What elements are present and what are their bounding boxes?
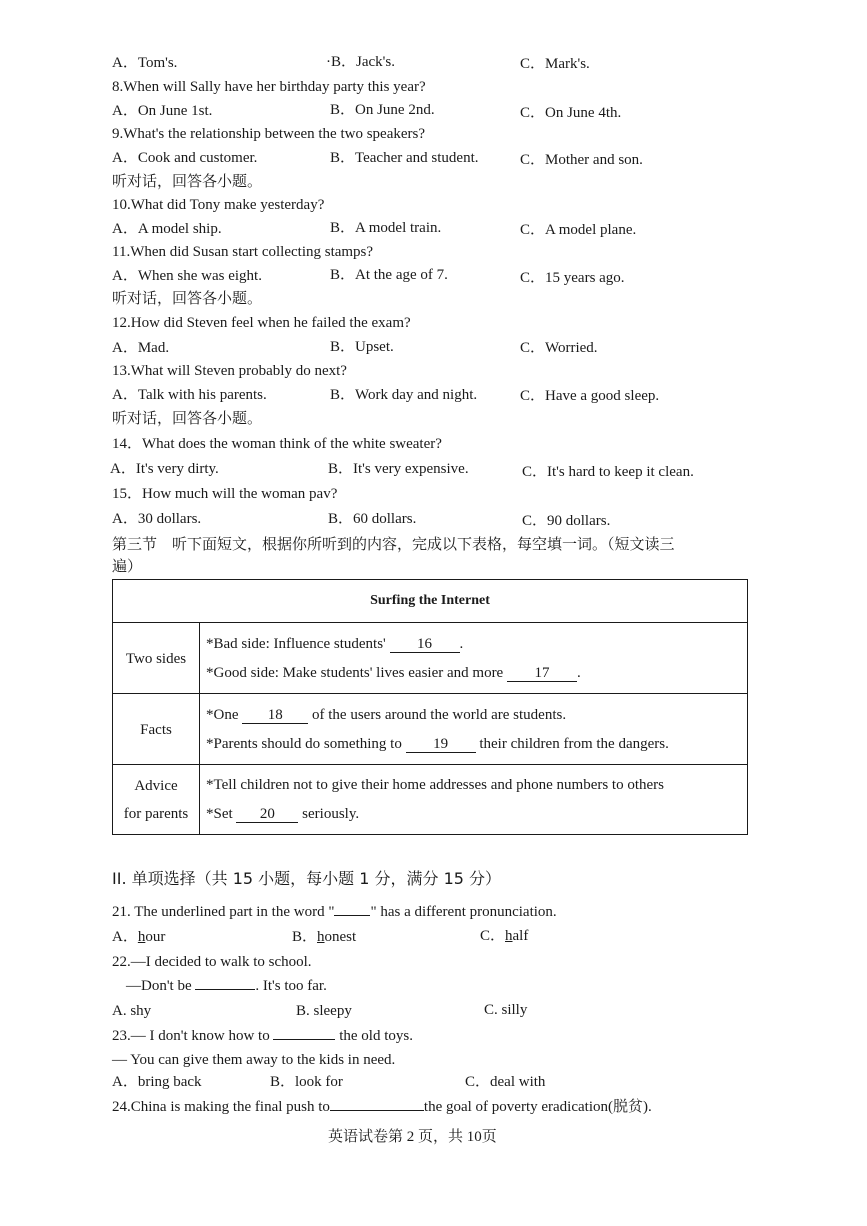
listening-instruction: 听对话，回答各小题。 xyxy=(112,291,263,307)
q23-option-a: A．bring back xyxy=(112,1074,202,1090)
q21-option-b: B．honest xyxy=(292,929,357,945)
q11-option-b: B．At the age of 7. xyxy=(330,267,448,283)
row-line: *Good side: Make students' lives easier and more 17 . xyxy=(206,664,581,681)
answer-blank xyxy=(273,1039,335,1040)
row-line: *One 18 of the users around the world are students. xyxy=(206,706,567,723)
q14-stem: 14．What does the woman think of the white sweater? xyxy=(112,436,442,452)
q14-option-b: B．It's very expensive. xyxy=(328,461,469,477)
table-row xyxy=(113,693,747,765)
q8-stem: 8.When will Sally have her birthday party this year? xyxy=(112,79,426,95)
answer-blank xyxy=(334,915,370,916)
row-label: Facts xyxy=(113,694,200,765)
q9-option-a: A．Cook and customer. xyxy=(112,150,258,166)
q10-stem: 10.What did Tony make yesterday? xyxy=(112,197,325,213)
q7-option-b: ·B．Jack's. xyxy=(326,54,395,70)
q23-option-c: C．deal with xyxy=(465,1074,546,1090)
row-line: *Tell children not to give their home addresses and phone numbers to others xyxy=(206,776,665,793)
q15-option-c: C．90 dollars. xyxy=(522,513,611,529)
q11-option-a: A．When she was eight. xyxy=(112,268,262,284)
q22-reply: —Don't be . It's too far. xyxy=(126,978,327,994)
q8-option-a: A．On June 1st. xyxy=(112,103,213,119)
answer-blank: 18 xyxy=(242,707,308,724)
row-label: Advice for parents xyxy=(113,765,200,834)
q15-stem: 15．How much will the woman pav? xyxy=(112,486,338,502)
section3-instruction-cont: 遍） xyxy=(112,559,143,575)
table-row xyxy=(113,764,747,834)
q11-option-c: C．15 years ago. xyxy=(520,270,625,286)
surfing-internet-table xyxy=(112,579,748,835)
q12-option-c: C．Worried. xyxy=(520,340,598,356)
answer-blank xyxy=(330,1110,424,1111)
q10-option-c: C．A model plane. xyxy=(520,222,637,238)
q10-option-a: A．A model ship. xyxy=(112,221,222,237)
row-content xyxy=(206,765,743,834)
q15-option-b: B．60 dollars. xyxy=(328,511,417,527)
section3-instruction: 第三节 听下面短文，根据你所听到的内容，完成以下表格，每空填一词。（短文读三 xyxy=(112,537,675,553)
q9-stem: 9.What's the relationship between the two speakers? xyxy=(112,126,426,142)
row-content xyxy=(206,694,743,765)
q22-stem: 22.—I decided to walk to school. xyxy=(112,954,312,970)
q12-option-a: A．Mad. xyxy=(112,340,170,356)
row-content xyxy=(206,623,743,694)
q22-option-c: C. silly xyxy=(484,1002,528,1018)
q7-option-a: A．Tom's. xyxy=(112,55,178,71)
q22-option-b: B. sleepy xyxy=(296,1003,352,1019)
answer-blank: 19 xyxy=(406,736,476,753)
listening-instruction: 听对话，回答各小题。 xyxy=(112,411,263,427)
q10-option-b: B．A model train. xyxy=(330,220,442,236)
q12-option-b: B．Upset. xyxy=(330,339,394,355)
answer-blank xyxy=(195,989,255,990)
q14-option-a: A．It's very dirty. xyxy=(110,461,219,477)
q13-option-c: C．Have a good sleep. xyxy=(520,388,660,404)
q23-option-b: B．look for xyxy=(270,1074,343,1090)
row-line: *Set 20 seriously. xyxy=(206,805,360,822)
q12-stem: 12.How did Steven feel when he failed the exam? xyxy=(112,315,411,331)
q8-option-b: B．On June 2nd. xyxy=(330,102,435,118)
table-title: Surfing the Internet xyxy=(370,593,490,608)
part2-heading: II. 单项选择（共 15 小题，每小题 1 分，满分 15 分） xyxy=(112,869,502,888)
q11-stem: 11.When did Susan start collecting stamps? xyxy=(112,244,374,260)
q13-option-a: A．Talk with his parents. xyxy=(112,387,267,403)
q9-option-c: C．Mother and son. xyxy=(520,152,643,168)
listening-instruction: 听对话，回答各小题。 xyxy=(112,174,263,190)
q14-option-c: C．It's hard to keep it clean. xyxy=(522,464,694,480)
answer-blank: 16 xyxy=(390,636,460,653)
table-row xyxy=(113,622,747,694)
q21-stem: 21. The underlined part in the word " " has a different pronunciation. xyxy=(112,904,557,920)
q15-option-a: A．30 dollars. xyxy=(112,511,202,527)
q24-stem: 24.China is making the final push to the goal of poverty eradication(脱贫). xyxy=(112,1099,652,1115)
page-footer: 英语试卷第 2 页，共 10页 xyxy=(328,1129,497,1145)
q21-option-a: A．hour xyxy=(112,929,166,945)
q8-option-c: C．On June 4th. xyxy=(520,105,622,121)
q23-stem: 23.— I don't know how to the old toys. xyxy=(112,1028,413,1044)
q7-option-c: C．Mark's. xyxy=(520,56,590,72)
q13-option-b: B．Work day and night. xyxy=(330,387,478,403)
row-line: *Parents should do something to 19 their children from the dangers. xyxy=(206,735,669,752)
q21-option-c: C．half xyxy=(480,928,529,944)
q22-option-a: A. shy xyxy=(112,1003,152,1019)
answer-blank: 20 xyxy=(236,806,298,823)
q9-option-b: B．Teacher and student. xyxy=(330,150,479,166)
q13-stem: 13.What will Steven probably do next? xyxy=(112,363,347,379)
q23-reply: — You can give them away to the kids in need. xyxy=(112,1052,396,1068)
row-label: Two sides xyxy=(113,623,200,694)
row-line: *Bad side: Influence students' 16 . xyxy=(206,635,464,652)
answer-blank: 17 xyxy=(507,665,577,682)
